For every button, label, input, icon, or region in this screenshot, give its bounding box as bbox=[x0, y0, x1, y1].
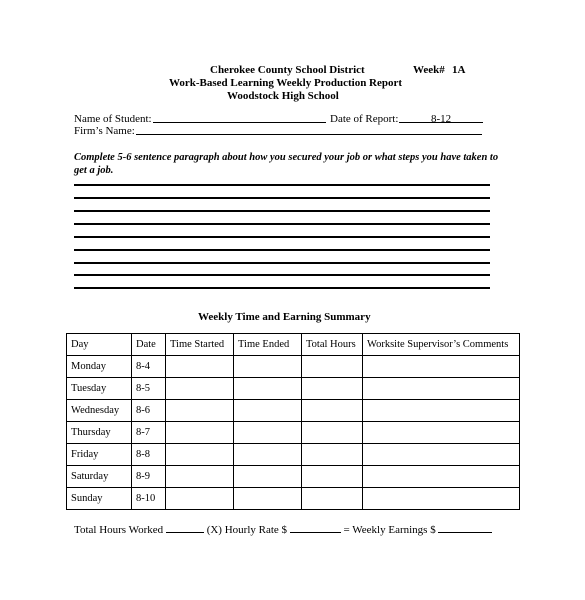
writing-line[interactable] bbox=[74, 210, 490, 212]
comments-cell[interactable] bbox=[363, 378, 520, 400]
week-label: Week# bbox=[413, 64, 445, 76]
day-cell: Thursday bbox=[67, 422, 132, 444]
date-value: 8-12 bbox=[431, 113, 452, 125]
time-ended-cell[interactable] bbox=[234, 356, 302, 378]
date-cell: 8-10 bbox=[132, 488, 166, 510]
date-label: Date of Report: bbox=[330, 113, 399, 125]
time-started-cell[interactable] bbox=[166, 378, 234, 400]
table-header-row bbox=[67, 334, 520, 356]
date-cell: 8-5 bbox=[132, 378, 166, 400]
comments-cell[interactable] bbox=[363, 444, 520, 466]
time-ended-cell[interactable] bbox=[234, 488, 302, 510]
total-hours-cell[interactable] bbox=[302, 356, 363, 378]
column-header-supervisor-comments: Worksite Supervisor’s Comments bbox=[363, 334, 520, 356]
time-started-cell[interactable] bbox=[166, 444, 234, 466]
table-row bbox=[67, 356, 520, 378]
comments-cell[interactable] bbox=[363, 488, 520, 510]
hourly-rate-label: (X) Hourly Rate $ bbox=[206, 524, 288, 536]
time-started-cell[interactable] bbox=[166, 488, 234, 510]
comments-cell[interactable] bbox=[363, 356, 520, 378]
total-hours-cell[interactable] bbox=[302, 378, 363, 400]
column-header-date: Date bbox=[132, 334, 166, 356]
column-header-time-ended: Time Ended bbox=[234, 334, 302, 356]
writing-line[interactable] bbox=[74, 249, 490, 251]
time-started-cell[interactable] bbox=[166, 466, 234, 488]
total-hours-cell[interactable] bbox=[302, 488, 363, 510]
student-label: Name of Student: bbox=[74, 113, 152, 125]
writing-line[interactable] bbox=[74, 287, 490, 289]
date-cell: 8-8 bbox=[132, 444, 166, 466]
time-ended-cell[interactable] bbox=[234, 400, 302, 422]
weekly-earnings-label: = Weekly Earnings $ bbox=[343, 524, 436, 536]
day-cell: Friday bbox=[67, 444, 132, 466]
day-cell: Saturday bbox=[67, 466, 132, 488]
column-header-time-started: Time Started bbox=[166, 334, 234, 356]
weekly-earnings-field[interactable] bbox=[438, 523, 492, 533]
table-row bbox=[67, 378, 520, 400]
total-hours-cell[interactable] bbox=[302, 400, 363, 422]
table-row bbox=[67, 444, 520, 466]
date-cell: 8-9 bbox=[132, 466, 166, 488]
total-hours-cell[interactable] bbox=[302, 466, 363, 488]
paragraph-instructions: Complete 5-6 sentence paragraph about how you secured your job or what steps you have taken to get a job. bbox=[74, 152, 499, 176]
column-header-day: Day bbox=[67, 334, 132, 356]
writing-line[interactable] bbox=[74, 184, 490, 186]
time-ended-cell[interactable] bbox=[234, 378, 302, 400]
student-name-field[interactable] bbox=[153, 122, 326, 123]
writing-line[interactable] bbox=[74, 236, 490, 238]
date-cell: 8-6 bbox=[132, 400, 166, 422]
school-name: Woodstock High School bbox=[227, 90, 339, 102]
time-started-cell[interactable] bbox=[166, 356, 234, 378]
comments-cell[interactable] bbox=[363, 422, 520, 444]
comments-cell[interactable] bbox=[363, 466, 520, 488]
writing-line[interactable] bbox=[74, 262, 490, 264]
column-header-total-hours: Total Hours bbox=[302, 334, 363, 356]
report-title: Work-Based Learning Weekly Production Report bbox=[169, 77, 403, 89]
comments-cell[interactable] bbox=[363, 400, 520, 422]
total-hours-field[interactable] bbox=[166, 523, 204, 533]
firm-name-field[interactable] bbox=[136, 134, 482, 135]
total-hours-cell[interactable] bbox=[302, 422, 363, 444]
time-ended-cell[interactable] bbox=[234, 466, 302, 488]
date-cell: 8-7 bbox=[132, 422, 166, 444]
table-row bbox=[67, 400, 520, 422]
day-cell: Monday bbox=[67, 356, 132, 378]
total-hours-label: Total Hours Worked bbox=[74, 524, 164, 536]
time-started-cell[interactable] bbox=[166, 422, 234, 444]
time-ended-cell[interactable] bbox=[234, 422, 302, 444]
day-cell: Sunday bbox=[67, 488, 132, 510]
writing-line[interactable] bbox=[74, 274, 490, 276]
time-earning-table bbox=[66, 333, 520, 510]
writing-line[interactable] bbox=[74, 223, 490, 225]
table-row bbox=[67, 422, 520, 444]
writing-line[interactable] bbox=[74, 197, 490, 199]
district-title: Cherokee County School District bbox=[210, 64, 365, 76]
total-hours-cell[interactable] bbox=[302, 444, 363, 466]
summary-title: Weekly Time and Earning Summary bbox=[198, 311, 371, 323]
time-started-cell[interactable] bbox=[166, 400, 234, 422]
firm-label: Firm’s Name: bbox=[74, 125, 135, 137]
hourly-rate-field[interactable] bbox=[290, 523, 341, 533]
time-ended-cell[interactable] bbox=[234, 444, 302, 466]
day-cell: Tuesday bbox=[67, 378, 132, 400]
totals-line bbox=[74, 523, 492, 536]
table-row bbox=[67, 466, 520, 488]
table-row bbox=[67, 488, 520, 510]
date-cell: 8-4 bbox=[132, 356, 166, 378]
week-value: 1A bbox=[452, 64, 466, 76]
day-cell: Wednesday bbox=[67, 400, 132, 422]
